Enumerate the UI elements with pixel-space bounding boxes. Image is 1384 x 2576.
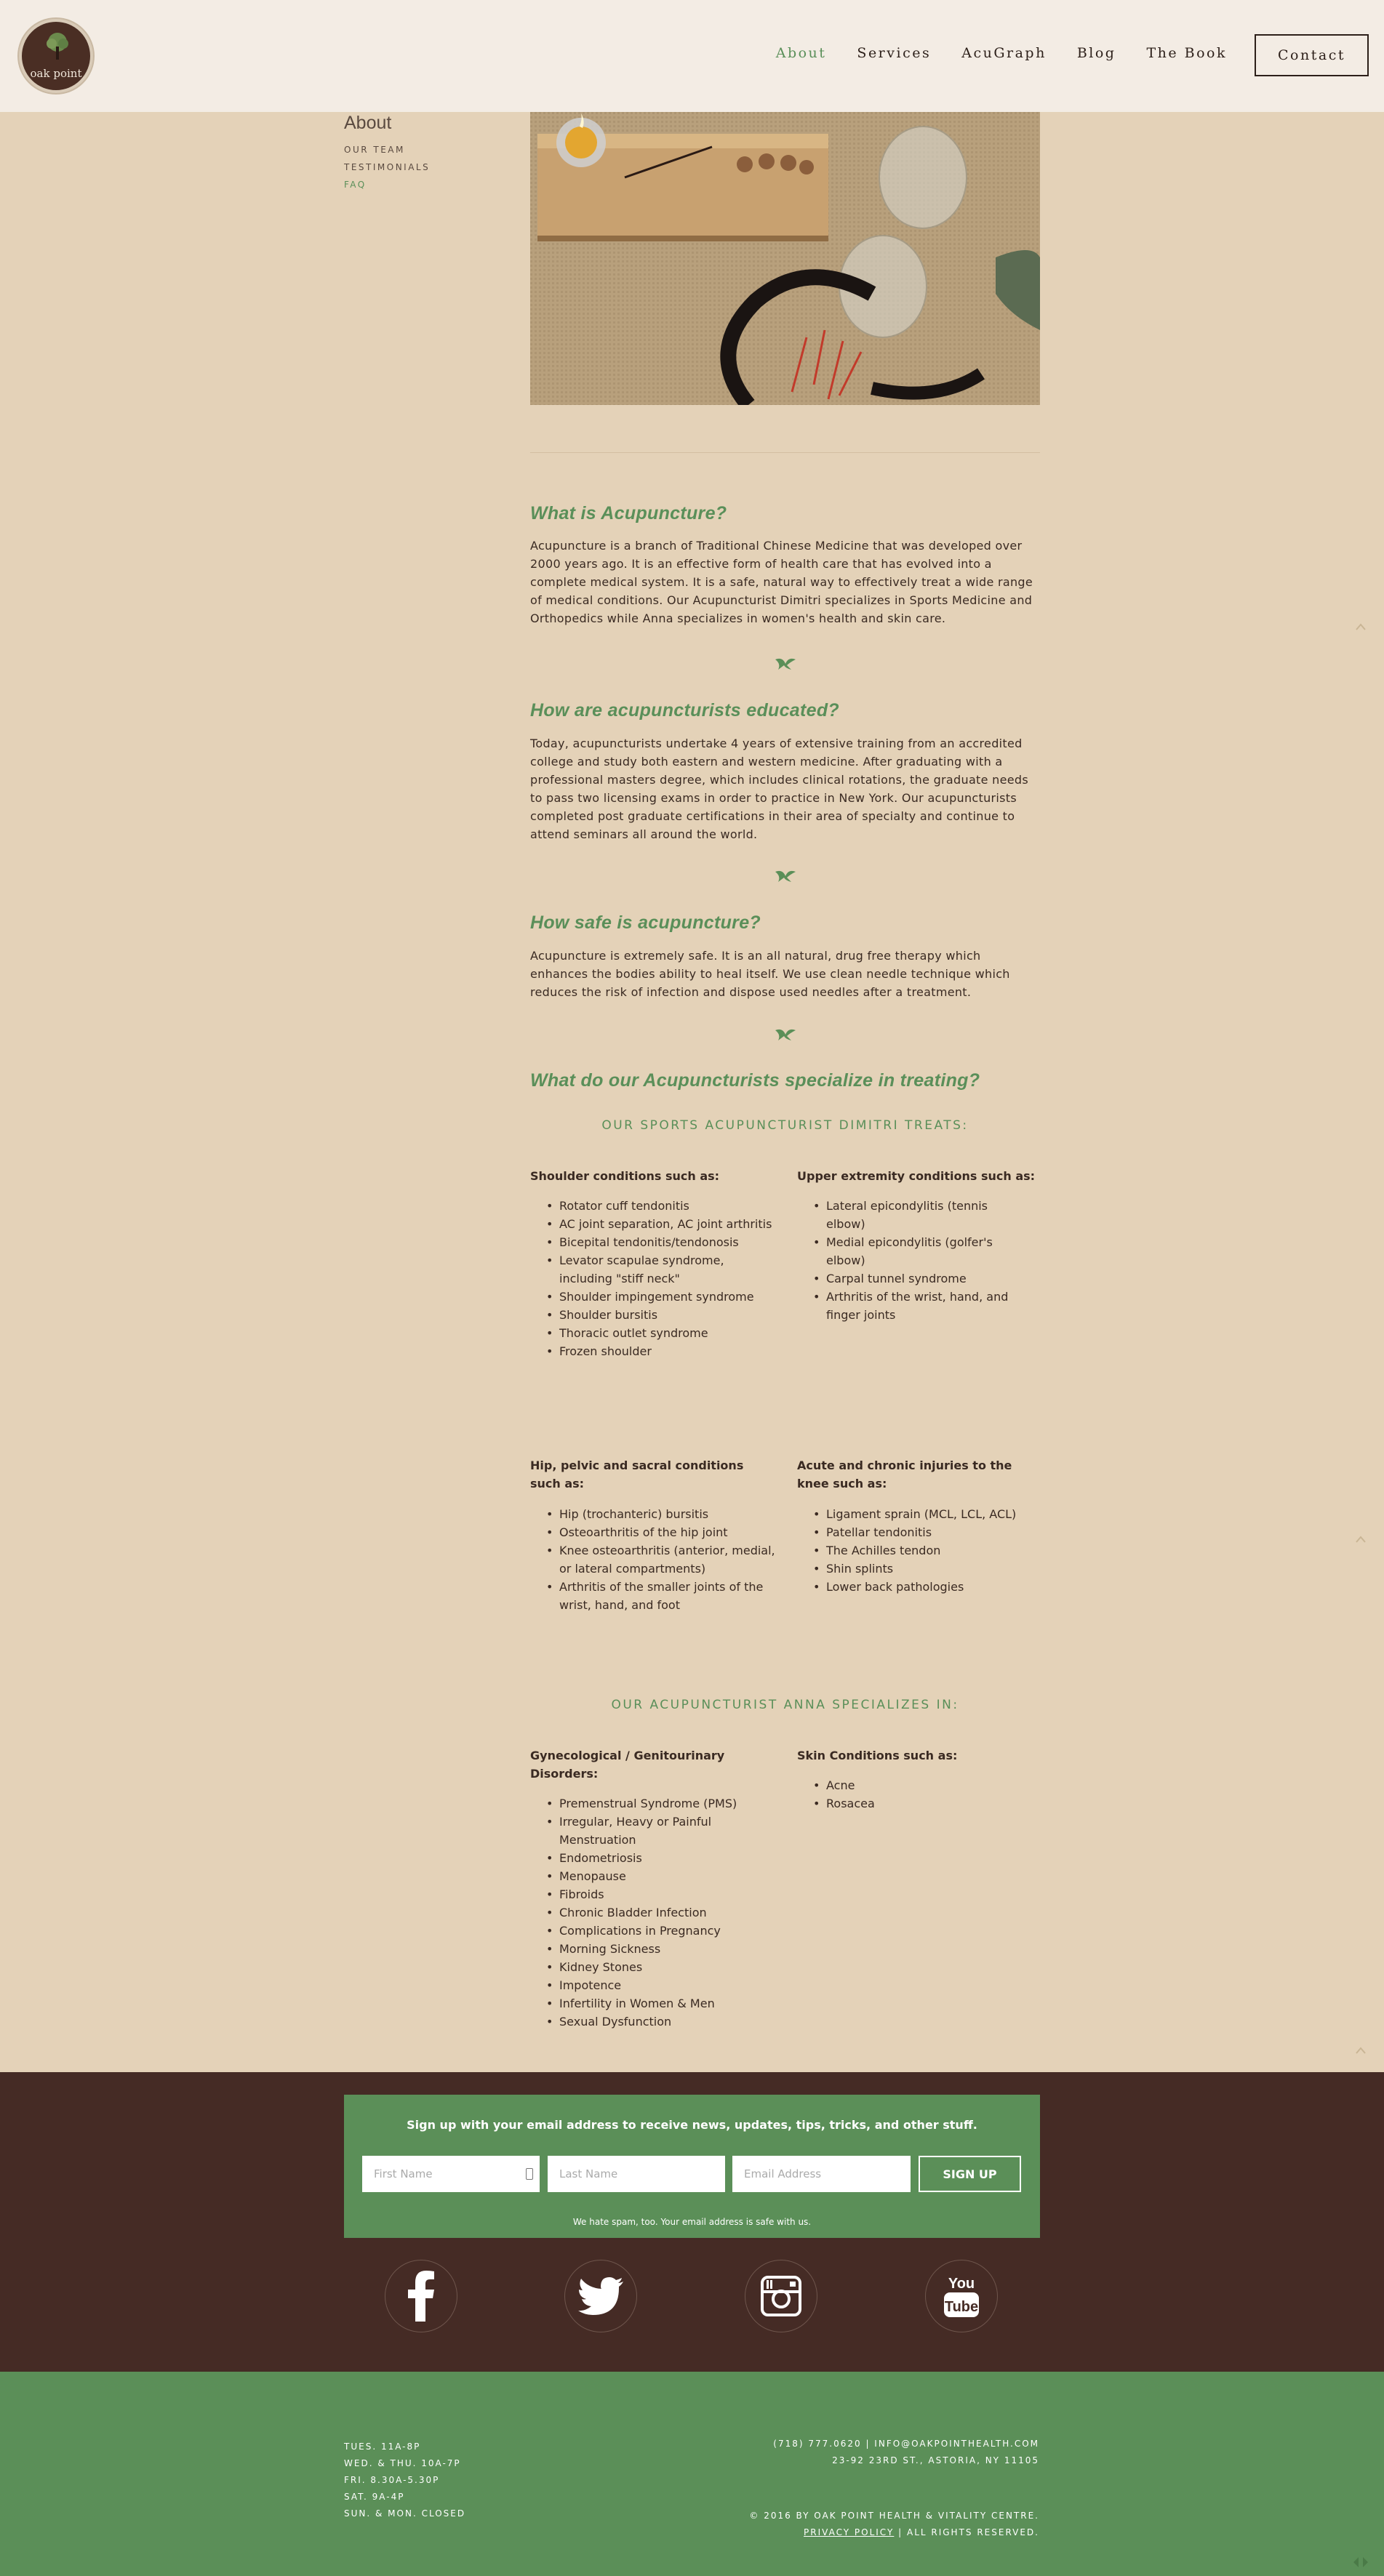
twitter-link[interactable]: [564, 2260, 637, 2332]
heading-specialties: What do our Acupuncturists specialize in treating?: [530, 1070, 980, 1091]
list-item: • Chronic Bladder Infection: [530, 1903, 777, 1922]
list-item: • Rotator cuff tendonitis: [530, 1197, 777, 1215]
youtube-link[interactable]: [925, 2260, 998, 2332]
ornament-icon: [772, 867, 799, 885]
newsletter-note: We hate spam, too. Your email address is safe with us.: [572, 2217, 812, 2227]
chat-icon[interactable]: [1351, 2555, 1370, 2569]
subhead-anna: OUR ACUPUNCTURIST ANNA SPECIALIZES IN:: [611, 1698, 959, 1712]
list-item: • Knee osteoarthritis (anterior, medial, or lateral compartments): [530, 1541, 777, 1578]
last-name-field[interactable]: [548, 2156, 725, 2192]
site-footer: [0, 2372, 1384, 2576]
list-item: • Osteoarthritis of the hip joint: [530, 1523, 777, 1541]
list-hip: [530, 1505, 777, 1614]
group-title-shoulder: Shoulder conditions such as:: [530, 1169, 720, 1183]
list-item: • Bicepital tendonitis/tendonosis: [530, 1233, 777, 1251]
list-item: • AC joint separation, AC joint arthritis: [530, 1215, 777, 1233]
rights-text: | ALL RIGHTS RESERVED.: [894, 2527, 1039, 2537]
list-item: • Irregular, Heavy or Painful Menstruation: [530, 1813, 777, 1849]
youtube-icon: [943, 2274, 980, 2319]
list-item: • Patellar tendonitis: [797, 1523, 1044, 1541]
list-item: • Lateral epicondylitis (tennis elbow): [797, 1197, 1030, 1233]
list-item: • Endometriosis: [530, 1849, 777, 1867]
section-divider: [530, 452, 1040, 453]
hours-line: SUN. & MON. CLOSED: [344, 2508, 466, 2519]
group-title-upper-extremity: Upper extremity conditions such as:: [797, 1169, 1036, 1183]
sidebar-link-our-team[interactable]: OUR TEAM: [344, 145, 405, 155]
email-field[interactable]: [732, 2156, 911, 2192]
site-header: [0, 0, 1384, 112]
legal-line: [804, 2527, 1039, 2537]
subhead-dimitri: OUR SPORTS ACUPUNCTURIST DIMITRI TREATS:: [601, 1118, 969, 1133]
list-item: • Complications in Pregnancy: [530, 1922, 777, 1940]
newsletter-title: Sign up with your email address to receive news, updates, tips, tricks, and other stuff.: [407, 2118, 977, 2132]
list-item: • Acne: [797, 1776, 1044, 1794]
nav-about[interactable]: About: [775, 45, 827, 61]
list-item: • Lower back pathologies: [797, 1578, 1044, 1596]
list-item: • The Achilles tendon: [797, 1541, 1044, 1560]
tree-icon: [44, 32, 71, 61]
hours-line: WED. & THU. 10A-7P: [344, 2458, 461, 2468]
acupuncture-photo-illustration: [530, 112, 1040, 405]
acupuncture-photo: [530, 112, 1040, 405]
list-item: • Morning Sickness: [530, 1940, 777, 1958]
logo-text: oak point: [30, 67, 82, 80]
list-item: • Fibroids: [530, 1885, 777, 1903]
list-item: • Shoulder impingement syndrome: [530, 1288, 777, 1306]
first-name-field[interactable]: [362, 2156, 540, 2192]
group-title-knee: Acute and chronic injuries to the knee such as:: [797, 1458, 1012, 1490]
ornament-icon: [772, 655, 799, 673]
list-gynecological: [530, 1794, 777, 2031]
ornament-icon: [772, 1026, 799, 1043]
scroll-up-icon[interactable]: [1356, 2047, 1366, 2054]
copyright: © 2016 BY OAK POINT HEALTH & VITALITY CENTRE.: [749, 2511, 1039, 2521]
list-shoulder: [530, 1197, 777, 1360]
list-knee: [797, 1505, 1044, 1596]
list-upper-extremity: [797, 1197, 1030, 1324]
list-item: • Arthritis of the smaller joints of the wrist, hand, and foot: [530, 1578, 777, 1614]
heading-education: How are acupuncturists educated?: [530, 700, 839, 721]
heading-safety: How safe is acupuncture?: [530, 912, 761, 933]
nav-acugraph[interactable]: AcuGraph: [961, 45, 1047, 61]
sign-up-button[interactable]: SIGN UP: [919, 2156, 1021, 2192]
list-item: • Premenstrual Syndrome (PMS): [530, 1794, 777, 1813]
list-item: • Shin splints: [797, 1560, 1044, 1578]
hours-line: FRI. 8.30A-5.30P: [344, 2475, 440, 2485]
opening-hours: [344, 2439, 465, 2522]
privacy-policy-link[interactable]: PRIVACY POLICY: [804, 2527, 895, 2537]
main-nav: [745, 45, 1227, 61]
sidebar-link-testimonials[interactable]: TESTIMONIALS: [344, 162, 431, 172]
list-item: • Kidney Stones: [530, 1958, 777, 1976]
list-item: • Hip (trochanteric) bursitis: [530, 1505, 777, 1523]
group-title-gynecological: Gynecological / Genitourinary Disorders:: [530, 1749, 725, 1781]
list-skin: [797, 1776, 1044, 1813]
hours-line: SAT. 9A-4P: [344, 2492, 405, 2502]
address: 23-92 23RD ST., ASTORIA, NY 11105: [832, 2455, 1039, 2465]
list-item: • Levator scapulae syndrome, including "stiff neck": [530, 1251, 777, 1288]
instagram-link[interactable]: [745, 2260, 817, 2332]
list-item: • Impotence: [530, 1976, 777, 1994]
group-title-hip: Hip, pelvic and sacral conditions such as:: [530, 1458, 744, 1490]
list-item: • Arthritis of the wrist, hand, and finger joints: [797, 1288, 1030, 1324]
list-item: • Medial epicondylitis (golfer's elbow): [797, 1233, 1030, 1269]
list-item: • Sexual Dysfunction: [530, 2013, 777, 2031]
list-item: • Frozen shoulder: [530, 1342, 777, 1360]
group-title-skin: Skin Conditions such as:: [797, 1749, 958, 1762]
svg-text:Tube: Tube: [944, 2299, 979, 2315]
autofill-icon: [526, 2168, 533, 2180]
contact-button[interactable]: Contact: [1255, 34, 1369, 76]
list-item: • Infertility in Women & Men: [530, 1994, 777, 2013]
sidebar-title: About: [344, 113, 392, 133]
twitter-icon: [578, 2277, 623, 2315]
facebook-link[interactable]: [385, 2260, 457, 2332]
scroll-up-icon[interactable]: [1356, 623, 1366, 630]
nav-the-book[interactable]: The Book: [1146, 45, 1227, 61]
paragraph-safety: Acupuncture is extremely safe. It is an all natural, drug free therapy which enhances the bodies ability to heal itself. We use clean needle technique which reduces the risk of infection and dispose used needles after a treatment.: [530, 949, 1010, 999]
list-item: • Carpal tunnel syndrome: [797, 1269, 1030, 1288]
paragraph-education: Today, acupuncturists undertake 4 years of extensive training from an accredited college and study both eastern and western medicine. After graduating with a professional masters degree, which includes clinical rotations, the graduate needs to pass two licensing exams in order to practice in New York. Our acupuncturists completed post graduate certifications in their area of specialty and continue to attend seminars all around the world.: [530, 737, 1028, 841]
nav-blog[interactable]: Blog: [1076, 45, 1116, 61]
sidebar-link-faq[interactable]: FAQ: [344, 180, 367, 190]
scroll-up-icon[interactable]: [1356, 1536, 1366, 1543]
svg-text:You: You: [948, 2276, 975, 2292]
list-item: • Menopause: [530, 1867, 777, 1885]
logo[interactable]: [19, 19, 93, 93]
paragraph-what-is-acupuncture: Acupuncture is a branch of Traditional Chinese Medicine that was developed over 2000 years ago. It is an effective form of health care that has evolved into a complete medical system. It is a safe, natural way to effectively treat a wide range of medical conditions. Our Acupuncturist Dimitri specializes in Sports Medicine and Orthopedics while Anna specializes in women's health and skin care.: [530, 539, 1033, 625]
list-item: • Rosacea: [797, 1794, 1044, 1813]
heading-what-is-acupuncture: What is Acupuncture?: [530, 503, 727, 523]
hours-line: TUES. 11A-8P: [344, 2441, 421, 2452]
newsletter-signup: [344, 2095, 1040, 2238]
list-item: • Ligament sprain (MCL, LCL, ACL): [797, 1505, 1044, 1523]
phone-email[interactable]: (718) 777.0620 | INFO@OAKPOINTHEALTH.COM: [773, 2439, 1039, 2449]
list-item: • Thoracic outlet syndrome: [530, 1324, 777, 1342]
instagram-icon: [761, 2276, 801, 2316]
nav-services[interactable]: Services: [857, 45, 932, 61]
facebook-icon: [407, 2271, 436, 2322]
list-item: • Shoulder bursitis: [530, 1306, 777, 1324]
